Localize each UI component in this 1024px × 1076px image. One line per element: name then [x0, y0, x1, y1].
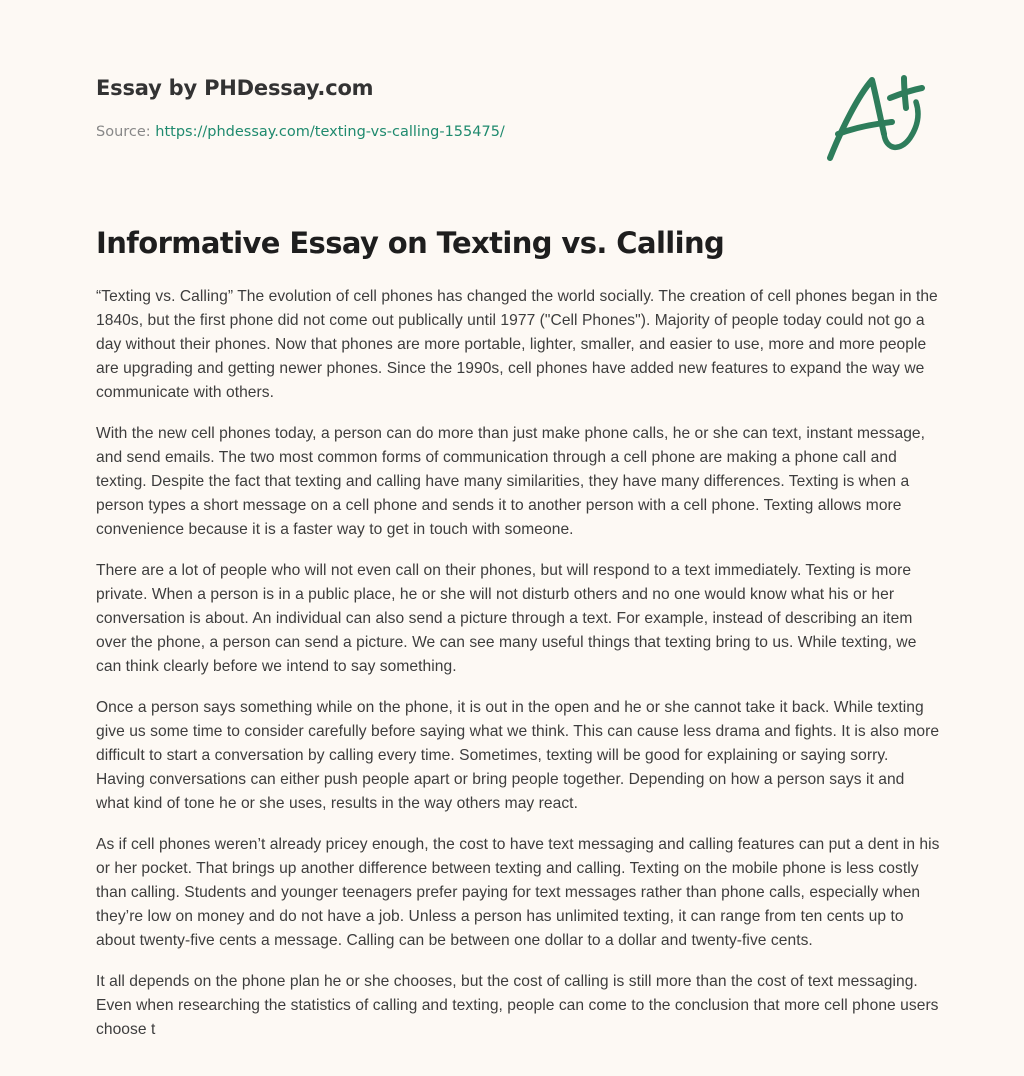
essay-title: Informative Essay on Texting vs. Calling — [96, 226, 725, 260]
brand-title: Essay by PHDessay.com — [96, 76, 374, 100]
essay-paragraph: “Texting vs. Calling” The evolution of cell phones has changed the world socially. The creation of cell phones began in the 1840s, but the first phone did not come out publically until 1977 ("Cell Phones"). Majority of people today could not go a day without their phones. Now that phones are more portable, lighter, smaller, and easier to use, more and more people are upgrading and getting newer phones. Since the 1990s, cell phones have added new features to expand the way we communicate with others. — [96, 288, 938, 401]
essay-paragraph: Once a person says something while on the phone, it is out in the open and he or she cannot take it back. While texting give us some time to consider carefully before saying what we think. This can cause less drama and fights. It is also more difficult to start a conversation by calling every time. Sometimes, texting will be good for explaining or saying sorry. Having conversations can either push people apart or bring people together. Depending on how a person says it and what kind of tone he or she uses, results in the way others may react. — [96, 699, 940, 812]
essay-body — [96, 285, 941, 1059]
essay-paragraph: As if cell phones weren’t already pricey enough, the cost to have text messaging and calling features can put a dent in his or her pocket. That brings up another difference between texting and calling. Texting on the mobile phone is less costly than calling. Students and younger teenagers prefer paying for text messages rather than phone calls, especially when they’re low on money and do not have a job. Unless a person has unlimited texting, it can range from ten cents up to about twenty-five cents a message. Calling can be between one dollar to a dollar and twenty-five cents. — [96, 836, 940, 949]
source-line — [96, 124, 505, 140]
essay-paragraph: There are a lot of people who will not even call on their phones, but will respond to a text immediately. Texting is more private. When a person is in a public place, he or she will not disturb others and no one would know what his or her conversation is about. An individual can also send a picture through a text. For example, instead of describing an item over the phone, a person can send a picture. We can see many useful things that texting bring to us. While texting, we can think clearly before we intend to say something. — [96, 562, 917, 675]
source-label: Source: — [96, 124, 156, 140]
essay-paragraph: It all depends on the phone plan he or she chooses, but the cost of calling is still more than the cost of text messaging. Even when researching the statistics of calling and texting, people can come to the conclusion that more cell phone users choose t — [96, 973, 939, 1038]
page-header — [96, 76, 505, 140]
a-plus-grade-icon — [820, 66, 930, 166]
source-link[interactable]: https://phdessay.com/texting-vs-calling-155475/ — [155, 124, 505, 140]
essay-paragraph: With the new cell phones today, a person can do more than just make phone calls, he or she can text, instant message, and send emails. The two most common forms of communication through a cell phone are making a phone call and texting. Despite the fact that texting and calling have many similarities, they have many differences. Texting is when a person types a short message on a cell phone and sends it to another person with a cell phone. Texting allows more convenience because it is a faster way to get in touch with someone. — [96, 425, 926, 538]
